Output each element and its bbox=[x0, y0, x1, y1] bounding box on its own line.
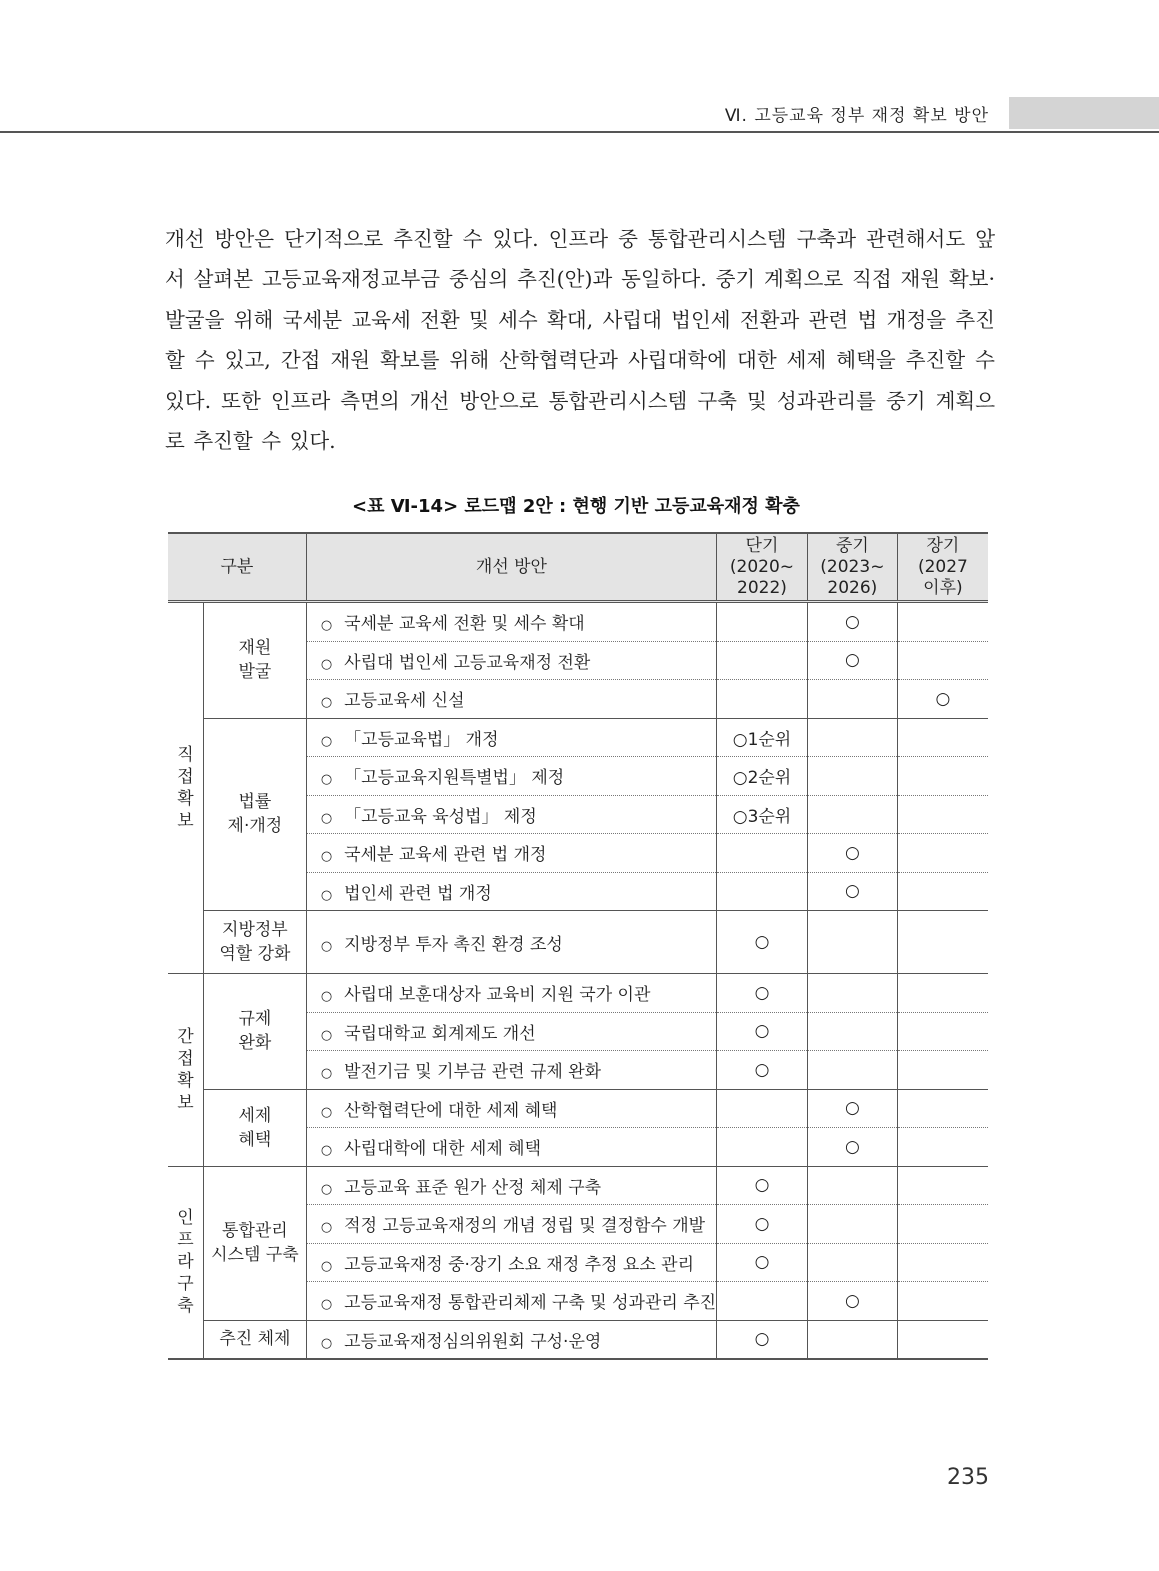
header-category: 구분 bbox=[168, 533, 306, 602]
plan-item-text: 고등교육재정심의위원회 구성·운영 bbox=[344, 1331, 602, 1352]
bullet-icon: ○ bbox=[320, 1066, 333, 1082]
timeline-short-cell bbox=[717, 641, 808, 680]
timeline-long-cell bbox=[897, 1320, 988, 1359]
timeline-mid-cell bbox=[807, 795, 897, 834]
timeline-long-cell bbox=[897, 1089, 988, 1128]
bullet-icon: ○ bbox=[320, 695, 333, 711]
bullet-icon: ○ bbox=[320, 1335, 333, 1351]
timeline-short-cell: ○ bbox=[717, 1205, 808, 1244]
plan-item-cell bbox=[306, 718, 716, 757]
timeline-mid-cell bbox=[807, 757, 897, 796]
bullet-icon: ○ bbox=[320, 810, 333, 826]
plan-item-cell bbox=[306, 1051, 716, 1090]
timeline-long-cell bbox=[897, 718, 988, 757]
bullet-icon: ○ bbox=[320, 887, 333, 903]
timeline-mid-cell: ○ bbox=[807, 602, 897, 642]
plan-item-cell bbox=[306, 834, 716, 873]
timeline-short-cell bbox=[717, 680, 808, 719]
plan-item-cell bbox=[306, 872, 716, 911]
timeline-long-cell bbox=[897, 911, 988, 974]
timeline-mid-cell: ○ bbox=[807, 834, 897, 873]
timeline-mid-cell: ○ bbox=[807, 641, 897, 680]
bullet-icon: ○ bbox=[320, 1181, 333, 1197]
timeline-mid-cell: ○ bbox=[807, 1282, 897, 1321]
table-row bbox=[168, 974, 988, 1013]
timeline-long-cell bbox=[897, 641, 988, 680]
group-cell: 법률 제·개정 bbox=[203, 718, 306, 911]
plan-item-text: 국세분 교육세 전환 및 세수 확대 bbox=[344, 614, 585, 635]
timeline-short-cell: ○ bbox=[717, 1243, 808, 1282]
table-body bbox=[168, 602, 988, 1360]
timeline-short-cell: ○ bbox=[717, 1320, 808, 1359]
table-row bbox=[168, 911, 988, 974]
timeline-long-cell bbox=[897, 1243, 988, 1282]
bullet-icon: ○ bbox=[320, 1258, 333, 1274]
plan-item-cell bbox=[306, 641, 716, 680]
timeline-short-cell bbox=[717, 1128, 808, 1167]
group-cell: 세제 혜택 bbox=[203, 1089, 306, 1166]
running-header bbox=[0, 95, 1159, 133]
timeline-mid-cell bbox=[807, 680, 897, 719]
bullet-icon: ○ bbox=[320, 1220, 333, 1236]
timeline-mid-cell bbox=[807, 1012, 897, 1051]
timeline-short-cell: ○2순위 bbox=[717, 757, 808, 796]
header-mid: 중기 (2023~ 2026) bbox=[807, 533, 897, 602]
category-cell: 인 프 라 구 축 bbox=[168, 1166, 203, 1359]
plan-item-text: 「고등교육지원특별법」 제정 bbox=[344, 768, 565, 789]
group-cell: 추진 체제 bbox=[203, 1320, 306, 1359]
timeline-mid-cell bbox=[807, 1320, 897, 1359]
chapter-title: Ⅵ. 고등교육 정부 재정 확보 방안 bbox=[724, 106, 989, 126]
timeline-long-cell bbox=[897, 602, 988, 642]
timeline-mid-cell bbox=[807, 1166, 897, 1205]
timeline-mid-cell bbox=[807, 1243, 897, 1282]
timeline-long-cell bbox=[897, 757, 988, 796]
timeline-short-cell: ○3순위 bbox=[717, 795, 808, 834]
plan-item-cell bbox=[306, 1282, 716, 1321]
category-cell: 직 접 확 보 bbox=[168, 602, 203, 974]
header-rule bbox=[0, 131, 1159, 133]
plan-item-text: 국립대학교 회계제도 개선 bbox=[344, 1023, 536, 1044]
timeline-long-cell bbox=[897, 872, 988, 911]
timeline-short-cell bbox=[717, 1089, 808, 1128]
timeline-short-cell bbox=[717, 872, 808, 911]
bullet-icon: ○ bbox=[320, 1143, 333, 1159]
plan-item-cell bbox=[306, 757, 716, 796]
plan-item-cell bbox=[306, 1089, 716, 1128]
bullet-icon: ○ bbox=[320, 1027, 333, 1043]
timeline-mid-cell bbox=[807, 1051, 897, 1090]
table-row bbox=[168, 1089, 988, 1128]
category-cell: 간 접 확 보 bbox=[168, 974, 203, 1167]
bullet-icon: ○ bbox=[320, 772, 333, 788]
timeline-short-cell bbox=[717, 602, 808, 642]
plan-item-cell bbox=[306, 1128, 716, 1167]
plan-item-text: 지방정부 투자 촉진 환경 조성 bbox=[344, 934, 563, 955]
bullet-icon: ○ bbox=[320, 733, 333, 749]
plan-item-cell bbox=[306, 1166, 716, 1205]
table-row bbox=[168, 718, 988, 757]
timeline-short-cell: ○ bbox=[717, 1166, 808, 1205]
plan-item-text: 고등교육세 신설 bbox=[344, 691, 465, 712]
plan-item-cell bbox=[306, 911, 716, 974]
timeline-long-cell bbox=[897, 1282, 988, 1321]
group-cell: 통합관리 시스템 구축 bbox=[203, 1166, 306, 1320]
bullet-icon: ○ bbox=[320, 656, 333, 672]
group-cell: 규제 완화 bbox=[203, 974, 306, 1090]
plan-item-cell bbox=[306, 1205, 716, 1244]
header-long: 장기 (2027 이후) bbox=[897, 533, 988, 602]
timeline-mid-cell bbox=[807, 1205, 897, 1244]
timeline-long-cell bbox=[897, 834, 988, 873]
timeline-short-cell bbox=[717, 834, 808, 873]
plan-item-text: 「고등교육법」 개정 bbox=[344, 729, 499, 750]
plan-item-text: 고등교육재정 중·장기 소요 재정 추정 요소 관리 bbox=[344, 1254, 695, 1275]
plan-item-cell bbox=[306, 974, 716, 1013]
timeline-long-cell bbox=[897, 1166, 988, 1205]
table-row bbox=[168, 1166, 988, 1205]
bullet-icon: ○ bbox=[320, 1104, 333, 1120]
plan-item-text: 국세분 교육세 관련 법 개정 bbox=[344, 845, 547, 866]
plan-item-cell bbox=[306, 1320, 716, 1359]
timeline-short-cell: ○ bbox=[717, 1051, 808, 1090]
timeline-long-cell bbox=[897, 974, 988, 1013]
plan-item-text: 산학협력단에 대한 세제 혜택 bbox=[344, 1100, 558, 1121]
plan-item-text: 사립대학에 대한 세제 혜택 bbox=[344, 1139, 542, 1160]
group-cell: 지방정부 역할 강화 bbox=[203, 911, 306, 974]
timeline-mid-cell: ○ bbox=[807, 1089, 897, 1128]
plan-item-cell bbox=[306, 1012, 716, 1051]
plan-item-text: 사립대 보훈대상자 교육비 지원 국가 이관 bbox=[344, 985, 651, 1006]
bullet-icon: ○ bbox=[320, 1297, 333, 1313]
table-header-row bbox=[168, 533, 988, 602]
timeline-long-cell bbox=[897, 1205, 988, 1244]
page-number: 235 bbox=[947, 1465, 989, 1490]
plan-item-text: 사립대 법인세 고등교육재정 전환 bbox=[344, 652, 591, 673]
timeline-long-cell bbox=[897, 1128, 988, 1167]
timeline-long-cell bbox=[897, 795, 988, 834]
header-block bbox=[1009, 97, 1159, 129]
timeline-short-cell: ○ bbox=[717, 974, 808, 1013]
timeline-short-cell: ○1순위 bbox=[717, 718, 808, 757]
plan-item-text: 고등교육 표준 원가 산정 체제 구축 bbox=[344, 1177, 602, 1198]
timeline-mid-cell: ○ bbox=[807, 1128, 897, 1167]
plan-item-cell bbox=[306, 795, 716, 834]
plan-item-text: 법인세 관련 법 개정 bbox=[344, 883, 492, 904]
timeline-long-cell: ○ bbox=[897, 680, 988, 719]
plan-item-text: 적정 고등교육재정의 개념 정립 및 결정함수 개발 bbox=[344, 1216, 706, 1237]
body-paragraph: 개선 방안은 단기적으로 추진할 수 있다. 인프라 중 통합관리시스템 구축과 관련해서도 앞서 살펴본 고등교육재정교부금 중심의 추진(안)과 동일하다. 중기 계획으로 직접 재원 확보·발굴을 위해 국세분 교육세 전환 및 세수 확대, 사립대 법인세 전환과 관련 법 개정을 추진할 수 있고, 간접 재원 확보를 위해 산학협력단과 사립대학에 대한 세제 혜택을 추진할 수 있다. 또한 인프라 측면의 개선 방안으로 통합관리시스템 구축 및 성과관리를 중기 계획으로 추진할 수 있다. bbox=[165, 226, 995, 453]
bullet-icon: ○ bbox=[320, 938, 333, 954]
plan-item-text: 「고등교육 육성법」 제정 bbox=[344, 806, 537, 827]
plan-item-text: 고등교육재정 통합관리체제 구축 및 성과관리 추진 bbox=[344, 1293, 717, 1314]
timeline-mid-cell: ○ bbox=[807, 872, 897, 911]
header-plan: 개선 방안 bbox=[306, 533, 716, 602]
header-short: 단기 (2020~ 2022) bbox=[717, 533, 808, 602]
bullet-icon: ○ bbox=[320, 989, 333, 1005]
timeline-mid-cell bbox=[807, 718, 897, 757]
bullet-icon: ○ bbox=[320, 849, 333, 865]
timeline-long-cell bbox=[897, 1051, 988, 1090]
plan-item-text: 발전기금 및 기부금 관련 규제 완화 bbox=[344, 1062, 602, 1083]
timeline-mid-cell bbox=[807, 974, 897, 1013]
group-cell: 재원 발굴 bbox=[203, 602, 306, 719]
timeline-short-cell bbox=[717, 1282, 808, 1321]
timeline-long-cell bbox=[897, 1012, 988, 1051]
table-row bbox=[168, 1320, 988, 1359]
plan-item-cell bbox=[306, 1243, 716, 1282]
bullet-icon: ○ bbox=[320, 618, 333, 634]
timeline-mid-cell bbox=[807, 911, 897, 974]
roadmap-table bbox=[168, 532, 988, 1360]
plan-item-cell bbox=[306, 602, 716, 642]
table-caption: <표 Ⅵ-14> 로드맵 2안 : 현행 기반 고등교육재정 확충 bbox=[352, 496, 800, 517]
timeline-short-cell: ○ bbox=[717, 1012, 808, 1051]
plan-item-cell bbox=[306, 680, 716, 719]
timeline-short-cell: ○ bbox=[717, 911, 808, 974]
table-row bbox=[168, 602, 988, 642]
